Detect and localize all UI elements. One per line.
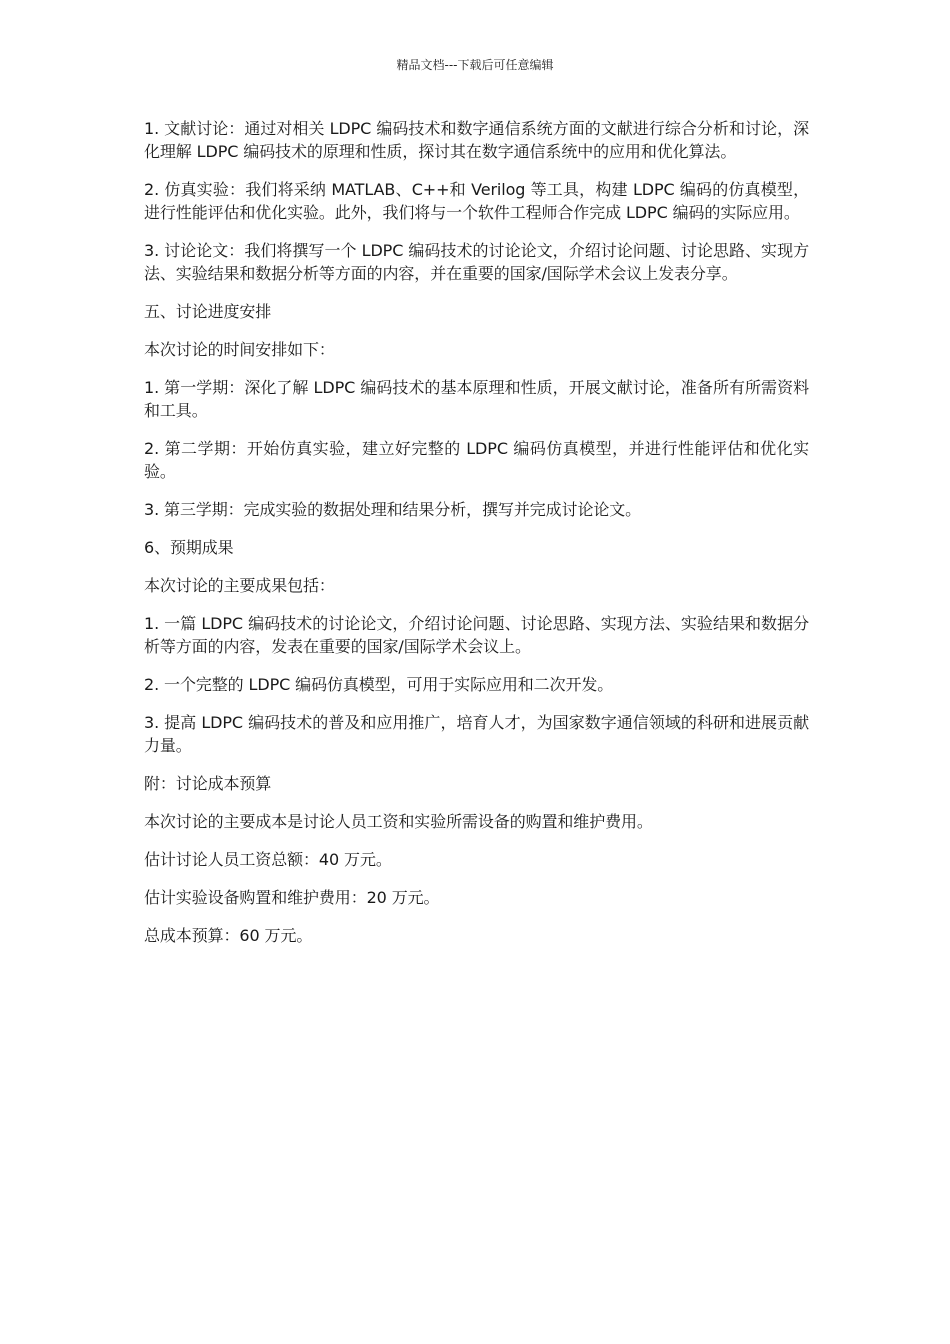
page-header: 精品文档---下载后可任意编辑 [396,58,554,72]
paragraph-budget-intro: 本次讨论的主要成本是讨论人员工资和实验所需设备的购置和维护费用。 [144,812,653,831]
paragraph-third-semester: 3. 第三学期：完成实验的数据处理和结果分析，撰写并完成讨论论文。 [144,500,642,519]
paragraph-result-model: 2. 一个完整的 LDPC 编码仿真模型，可用于实际应用和二次开发。 [144,675,614,694]
paragraph-first-semester: 1. 第一学期：深化了解 LDPC 编码技术的基本原理和性质，开展文献讨论，准备所有所需资料和工具。 [144,378,809,420]
paragraph-budget-total: 总成本预算：60 万元。 [144,926,313,945]
paragraph-budget-salary: 估计讨论人员工资总额：40 万元。 [144,850,392,869]
section-heading-expected-results: 6、预期成果 [144,538,234,557]
paragraph-schedule-intro: 本次讨论的时间安排如下： [144,340,335,359]
paragraph-results-intro: 本次讨论的主要成果包括： [144,576,335,595]
paragraph-budget-equipment: 估计实验设备购置和维护费用：20 万元。 [144,888,440,907]
paragraph-result-promotion: 3. 提高 LDPC 编码技术的普及和应用推广，培育人才，为国家数字通信领域的科研和进展贡献力量。 [144,713,809,755]
paragraph-literature-discussion: 1. 文献讨论：通过对相关 LDPC 编码技术和数字通信系统方面的文献进行综合分析和讨论，深化理解 LDPC 编码技术的原理和性质，探讨其在数字通信系统中的应用和优化算法。 [144,119,809,161]
section-heading-schedule: 五、讨论进度安排 [144,302,272,321]
document-body [144,117,809,962]
paragraph-result-paper: 1. 一篇 LDPC 编码技术的讨论论文，介绍讨论问题、讨论思路、实现方法、实验结果和数据分析等方面的内容，发表在重要的国家/国际学术会议上。 [144,614,809,656]
paragraph-second-semester: 2. 第二学期：开始仿真实验，建立好完整的 LDPC 编码仿真模型，并进行性能评估和优化实验。 [144,439,809,481]
paragraph-discussion-paper: 3. 讨论论文：我们将撰写一个 LDPC 编码技术的讨论论文，介绍讨论问题、讨论思路、实现方法、实验结果和数据分析等方面的内容，并在重要的国家/国际学术会议上发表分享。 [144,241,809,283]
section-heading-budget: 附：讨论成本预算 [144,774,272,793]
paragraph-simulation-experiment: 2. 仿真实验：我们将采纳 MATLAB、C++和 Verilog 等工具，构建 LDPC 编码的仿真模型，进行性能评估和优化实验。此外，我们将与一个软件工程师合作完成 LDPC 编码的实际应用。 [144,180,809,222]
